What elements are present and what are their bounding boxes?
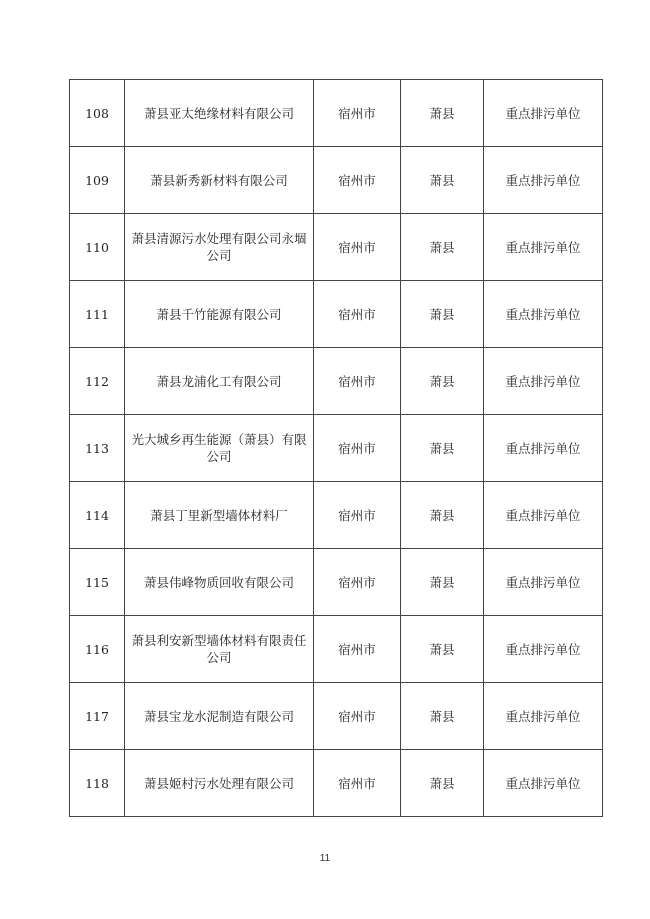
county-cell: 萧县	[401, 683, 484, 750]
city-cell: 宿州市	[314, 348, 401, 415]
company-name-cell: 萧县亚太绝缘材料有限公司	[125, 80, 314, 147]
company-name-cell: 萧县千竹能源有限公司	[125, 281, 314, 348]
company-name-cell: 萧县龙浦化工有限公司	[125, 348, 314, 415]
county-cell: 萧县	[401, 214, 484, 281]
row-index-cell: 117	[70, 683, 125, 750]
row-index-cell: 114	[70, 482, 125, 549]
row-index-cell: 113	[70, 415, 125, 482]
county-cell: 萧县	[401, 750, 484, 817]
table-row	[70, 415, 603, 482]
company-name-cell: 萧县姬村污水处理有限公司	[125, 750, 314, 817]
county-cell: 萧县	[401, 348, 484, 415]
row-index-cell: 110	[70, 214, 125, 281]
page-number: 11	[319, 853, 331, 864]
county-cell: 萧县	[401, 549, 484, 616]
city-cell: 宿州市	[314, 80, 401, 147]
unit-type-cell: 重点排污单位	[484, 750, 603, 817]
unit-type-cell: 重点排污单位	[484, 214, 603, 281]
county-cell: 萧县	[401, 80, 484, 147]
county-cell: 萧县	[401, 281, 484, 348]
unit-type-cell: 重点排污单位	[484, 683, 603, 750]
unit-type-cell: 重点排污单位	[484, 616, 603, 683]
row-index-cell: 109	[70, 147, 125, 214]
table-row	[70, 80, 603, 147]
row-index-cell: 111	[70, 281, 125, 348]
company-name-cell: 萧县清源污水处理有限公司永堌公司	[125, 214, 314, 281]
county-cell: 萧县	[401, 616, 484, 683]
pollutant-units-table	[69, 79, 603, 817]
table-row	[70, 348, 603, 415]
unit-type-cell: 重点排污单位	[484, 549, 603, 616]
unit-type-cell: 重点排污单位	[484, 147, 603, 214]
company-name-cell: 萧县丁里新型墙体材料厂	[125, 482, 314, 549]
city-cell: 宿州市	[314, 549, 401, 616]
city-cell: 宿州市	[314, 482, 401, 549]
row-index-cell: 118	[70, 750, 125, 817]
row-index-cell: 108	[70, 80, 125, 147]
table-body	[70, 80, 603, 817]
company-name-cell: 光大城乡再生能源（萧县）有限公司	[125, 415, 314, 482]
unit-type-cell: 重点排污单位	[484, 348, 603, 415]
company-name-cell: 萧县新秀新材料有限公司	[125, 147, 314, 214]
company-name-cell: 萧县宝龙水泥制造有限公司	[125, 683, 314, 750]
unit-type-cell: 重点排污单位	[484, 482, 603, 549]
county-cell: 萧县	[401, 147, 484, 214]
table-row	[70, 750, 603, 817]
city-cell: 宿州市	[314, 214, 401, 281]
company-name-cell: 萧县利安新型墙体材料有限责任公司	[125, 616, 314, 683]
table-row	[70, 683, 603, 750]
table-row	[70, 147, 603, 214]
city-cell: 宿州市	[314, 683, 401, 750]
county-cell: 萧县	[401, 482, 484, 549]
row-index-cell: 112	[70, 348, 125, 415]
unit-type-cell: 重点排污单位	[484, 80, 603, 147]
county-cell: 萧县	[401, 415, 484, 482]
city-cell: 宿州市	[314, 750, 401, 817]
table-row	[70, 214, 603, 281]
company-name-cell: 萧县伟峰物质回收有限公司	[125, 549, 314, 616]
table-row	[70, 616, 603, 683]
row-index-cell: 115	[70, 549, 125, 616]
city-cell: 宿州市	[314, 147, 401, 214]
unit-type-cell: 重点排污单位	[484, 281, 603, 348]
row-index-cell: 116	[70, 616, 125, 683]
unit-type-cell: 重点排污单位	[484, 415, 603, 482]
city-cell: 宿州市	[314, 415, 401, 482]
city-cell: 宿州市	[314, 281, 401, 348]
city-cell: 宿州市	[314, 616, 401, 683]
table-row	[70, 482, 603, 549]
table-row	[70, 281, 603, 348]
table-row	[70, 549, 603, 616]
